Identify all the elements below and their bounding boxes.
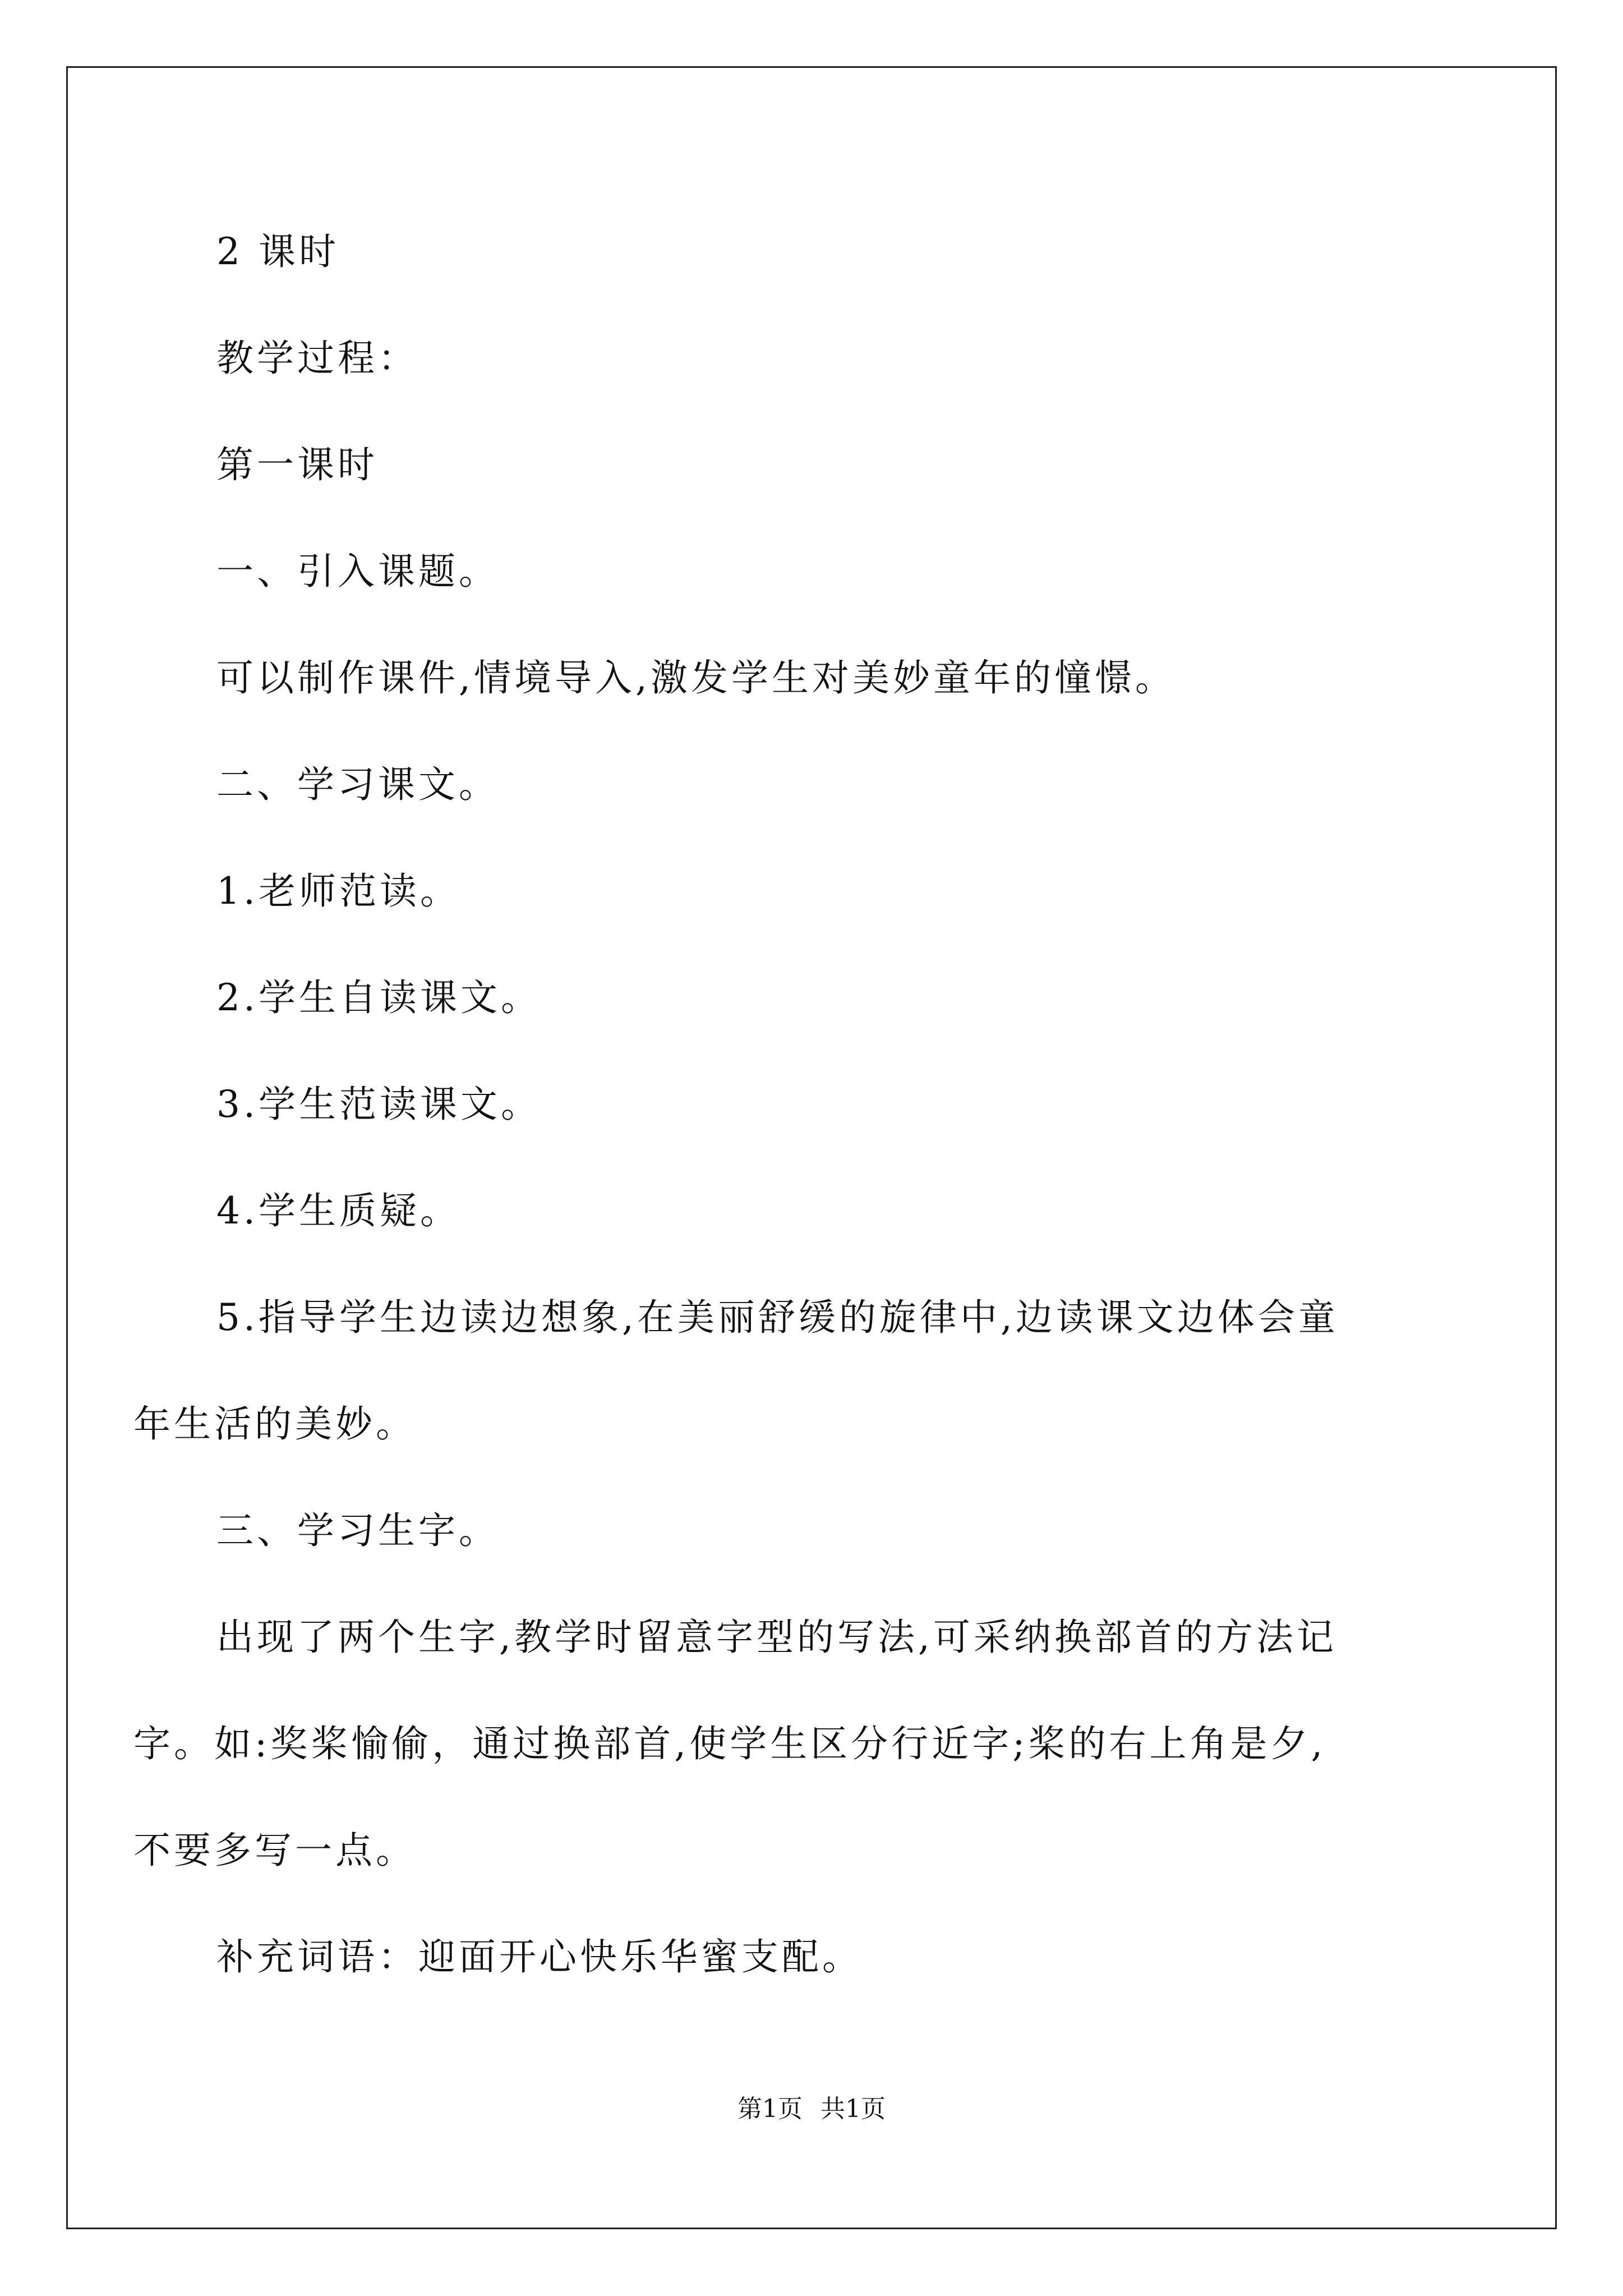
list-item-5-continued: 年生活的美妙。: [133, 1402, 416, 1446]
page-number: 第1页: [737, 2095, 803, 2123]
list-item-3: 3.学生范读课文。: [216, 1083, 541, 1126]
list-item-1: 1.老师范读。: [216, 869, 460, 913]
list-item-2: 2.学生自读课文。: [216, 976, 541, 1019]
page-total: 共1页: [820, 2095, 886, 2123]
paragraph-characters-line-3: 不要多写一点。: [133, 1829, 416, 1872]
paragraph-intro: 可以制作课件,情境导入,激发学生对美妙童年的憧憬。: [216, 656, 1175, 700]
paragraph-first-lesson: 第一课时: [216, 443, 378, 486]
list-item-5: 5.指导学生边读边想象,在美丽舒缓的旋律中,边读课文边体会童: [216, 1296, 1339, 1339]
page-footer: [0, 2097, 1623, 2122]
paragraph-characters-line-2: 字。如:奖桨愉偷，通过换部首,使学生区分行近字;桨的右上角是夕,: [133, 1722, 1326, 1765]
paragraph-characters-line-1: 出现了两个生字,教学时留意字型的写法,可采纳换部首的方法记: [216, 1616, 1337, 1659]
heading-section-3: 三、学习生字。: [216, 1509, 499, 1552]
list-item-4: 4.学生质疑。: [216, 1189, 460, 1232]
heading-section-1: 一、引入课题。: [216, 550, 499, 593]
paragraph-teaching-process: 教学过程：: [216, 337, 418, 380]
page-border: [66, 66, 1557, 2229]
paragraph-supplementary-words: 补充词语：迎面开心快乐华蜜支配。: [216, 1935, 863, 1978]
heading-section-2: 二、学习课文。: [216, 763, 499, 806]
paragraph-lesson-hours: 2 课时: [216, 230, 339, 273]
